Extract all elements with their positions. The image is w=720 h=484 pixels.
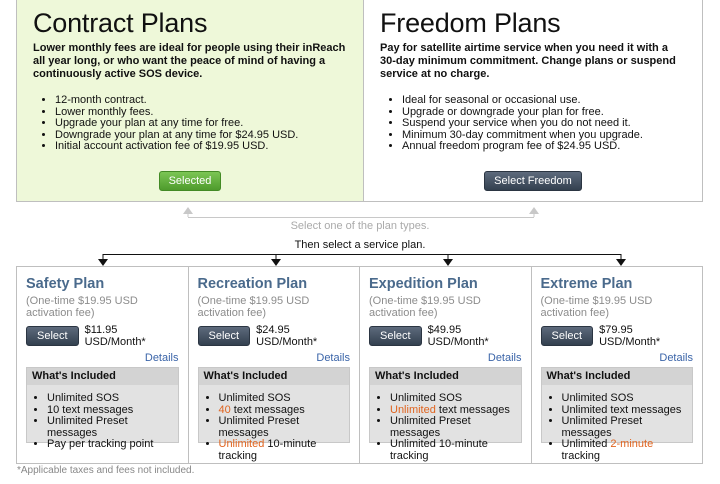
plan-name: Safety Plan xyxy=(26,276,105,292)
service-plan-safety xyxy=(17,267,189,463)
select-freedom-button[interactable]: Select Freedom xyxy=(484,171,582,191)
select-expedition-button[interactable]: Select xyxy=(369,326,422,346)
highlight-text: 2-minute xyxy=(610,438,654,450)
item-text: Unlimited Preset messages xyxy=(47,415,128,439)
item-text: tracking xyxy=(561,449,601,462)
list-item: • Suspend your service when you do not need it. xyxy=(402,118,686,130)
freedom-plans-card xyxy=(364,0,702,201)
freedom-plans-description: Pay for satellite airtime service when you need it with a 30-day minimum commitment. Change plans or suspend service at no charge. xyxy=(380,42,676,80)
highlight-text: 40 xyxy=(218,403,231,416)
included-item xyxy=(47,439,178,451)
whats-included-header: What's Included xyxy=(370,368,521,385)
service-plans xyxy=(16,266,703,464)
down-arrow-icon xyxy=(98,259,108,266)
contract-plans-card xyxy=(17,0,364,201)
included-item xyxy=(47,416,178,439)
item-text: 10 text messages xyxy=(47,403,134,416)
list-item: • Lower monthly fees. xyxy=(55,107,347,119)
included-list xyxy=(542,393,693,462)
plan-type-hint: Select one of the plan types. xyxy=(290,220,430,232)
list-item: • Upgrade your plan at any time for free. xyxy=(55,118,347,130)
service-plan-expedition xyxy=(360,267,532,463)
details-link[interactable]: Details xyxy=(659,352,693,364)
activation-fee: (One-time $19.95 USD activation fee) xyxy=(540,295,653,319)
monthly-price: $11.95 USD/Month* xyxy=(84,324,146,348)
item-text: Unlimited Preset messages xyxy=(561,415,643,439)
item-text: Unlimited 10-minute tracking xyxy=(390,438,488,462)
activation-fee: (One-time $19.95 USD activation fee) xyxy=(369,295,481,319)
service-plan-extreme xyxy=(532,267,703,463)
whats-included-header: What's Included xyxy=(199,368,350,385)
plan-name: Extreme Plan xyxy=(540,276,633,292)
monthly-price: $24.95 USD/Month* xyxy=(256,324,318,348)
plan-type-panel xyxy=(16,0,703,202)
list-item: • Minimum 30-day commitment when you upgrade. xyxy=(402,130,686,142)
monthly-price: $79.95 USD/Month* xyxy=(599,324,661,348)
item-text: Pay per tracking point xyxy=(47,438,154,450)
list-item: • Ideal for seasonal or occasional use. xyxy=(402,95,686,107)
select-safety-button[interactable]: Select xyxy=(26,326,79,346)
item-text: 10-minute tracking xyxy=(218,438,317,462)
included-item xyxy=(219,416,350,439)
whats-included-header: What's Included xyxy=(542,368,693,385)
up-arrow-icon xyxy=(529,207,539,214)
freedom-plans-title: Freedom Plans xyxy=(380,8,561,38)
item-text: Unlimited text messages xyxy=(561,403,682,416)
list-item: • Annual freedom program fee of $24.95 USD. xyxy=(402,141,686,153)
item-text: Unlimited SOS xyxy=(561,392,634,404)
item-text: Unlimited Preset messages xyxy=(390,415,471,439)
included-item xyxy=(562,416,693,439)
list-item: • Downgrade your plan at any time for $24.95 USD. xyxy=(55,130,347,142)
select-extreme-button[interactable]: Select xyxy=(541,326,594,346)
item-text: Unlimited SOS xyxy=(47,392,120,404)
activation-fee: (One-time $19.95 USD activation fee) xyxy=(197,295,310,319)
highlight-text: Unlimited xyxy=(218,438,265,450)
up-arrow-icon xyxy=(183,207,193,214)
details-link[interactable]: Details xyxy=(144,352,179,364)
activation-fee: (One-time $19.95 USD activation fee) xyxy=(26,295,138,319)
footnote: *Applicable taxes and fees not included. xyxy=(17,465,195,476)
item-text: text messages xyxy=(435,403,510,416)
whats-included-header: What's Included xyxy=(27,368,178,385)
whats-included-box xyxy=(198,367,351,462)
included-list xyxy=(199,393,350,462)
whats-included-box xyxy=(541,367,694,462)
whats-included-box xyxy=(369,367,522,462)
included-item xyxy=(390,416,521,439)
highlight-text: Unlimited xyxy=(390,403,436,416)
item-text: text messages xyxy=(230,403,305,416)
monthly-price: $49.95 USD/Month* xyxy=(427,324,489,348)
item-text: Unlimited xyxy=(561,438,611,450)
included-list xyxy=(370,393,521,462)
select-recreation-button[interactable]: Select xyxy=(198,326,251,346)
contract-selected-button[interactable]: Selected xyxy=(159,171,222,191)
list-item: • Initial account activation fee of $19.95 USD. xyxy=(55,141,347,153)
down-arrow-icon xyxy=(271,259,281,266)
details-link[interactable]: Details xyxy=(487,352,522,364)
contract-plans-title: Contract Plans xyxy=(33,8,208,38)
included-item xyxy=(219,439,350,462)
plan-name: Recreation Plan xyxy=(197,276,308,292)
down-arrow-icon xyxy=(443,259,453,266)
list-item: • Upgrade or downgrade your plan for free. xyxy=(402,107,686,119)
item-text: Unlimited Preset messages xyxy=(218,415,300,439)
included-list xyxy=(27,393,178,451)
plan-name: Expedition Plan xyxy=(369,276,478,292)
details-link[interactable]: Details xyxy=(316,352,350,364)
service-plan-hint: Then select a service plan. xyxy=(294,239,426,251)
included-item xyxy=(390,439,521,462)
service-plan-recreation xyxy=(189,267,361,463)
item-text: Unlimited SOS xyxy=(390,392,463,404)
list-item: • 12-month contract. xyxy=(55,95,347,107)
item-text: Unlimited SOS xyxy=(218,392,291,404)
whats-included-box xyxy=(26,367,179,450)
contract-plans-description: Lower monthly fees are ideal for people using their inReach all year long, or who want the peace of mind of having a continuously active SOS device. xyxy=(33,42,346,80)
freedom-features-list xyxy=(380,95,686,153)
included-item xyxy=(562,439,693,462)
down-arrow-icon xyxy=(616,259,626,266)
contract-features-list xyxy=(33,95,347,153)
